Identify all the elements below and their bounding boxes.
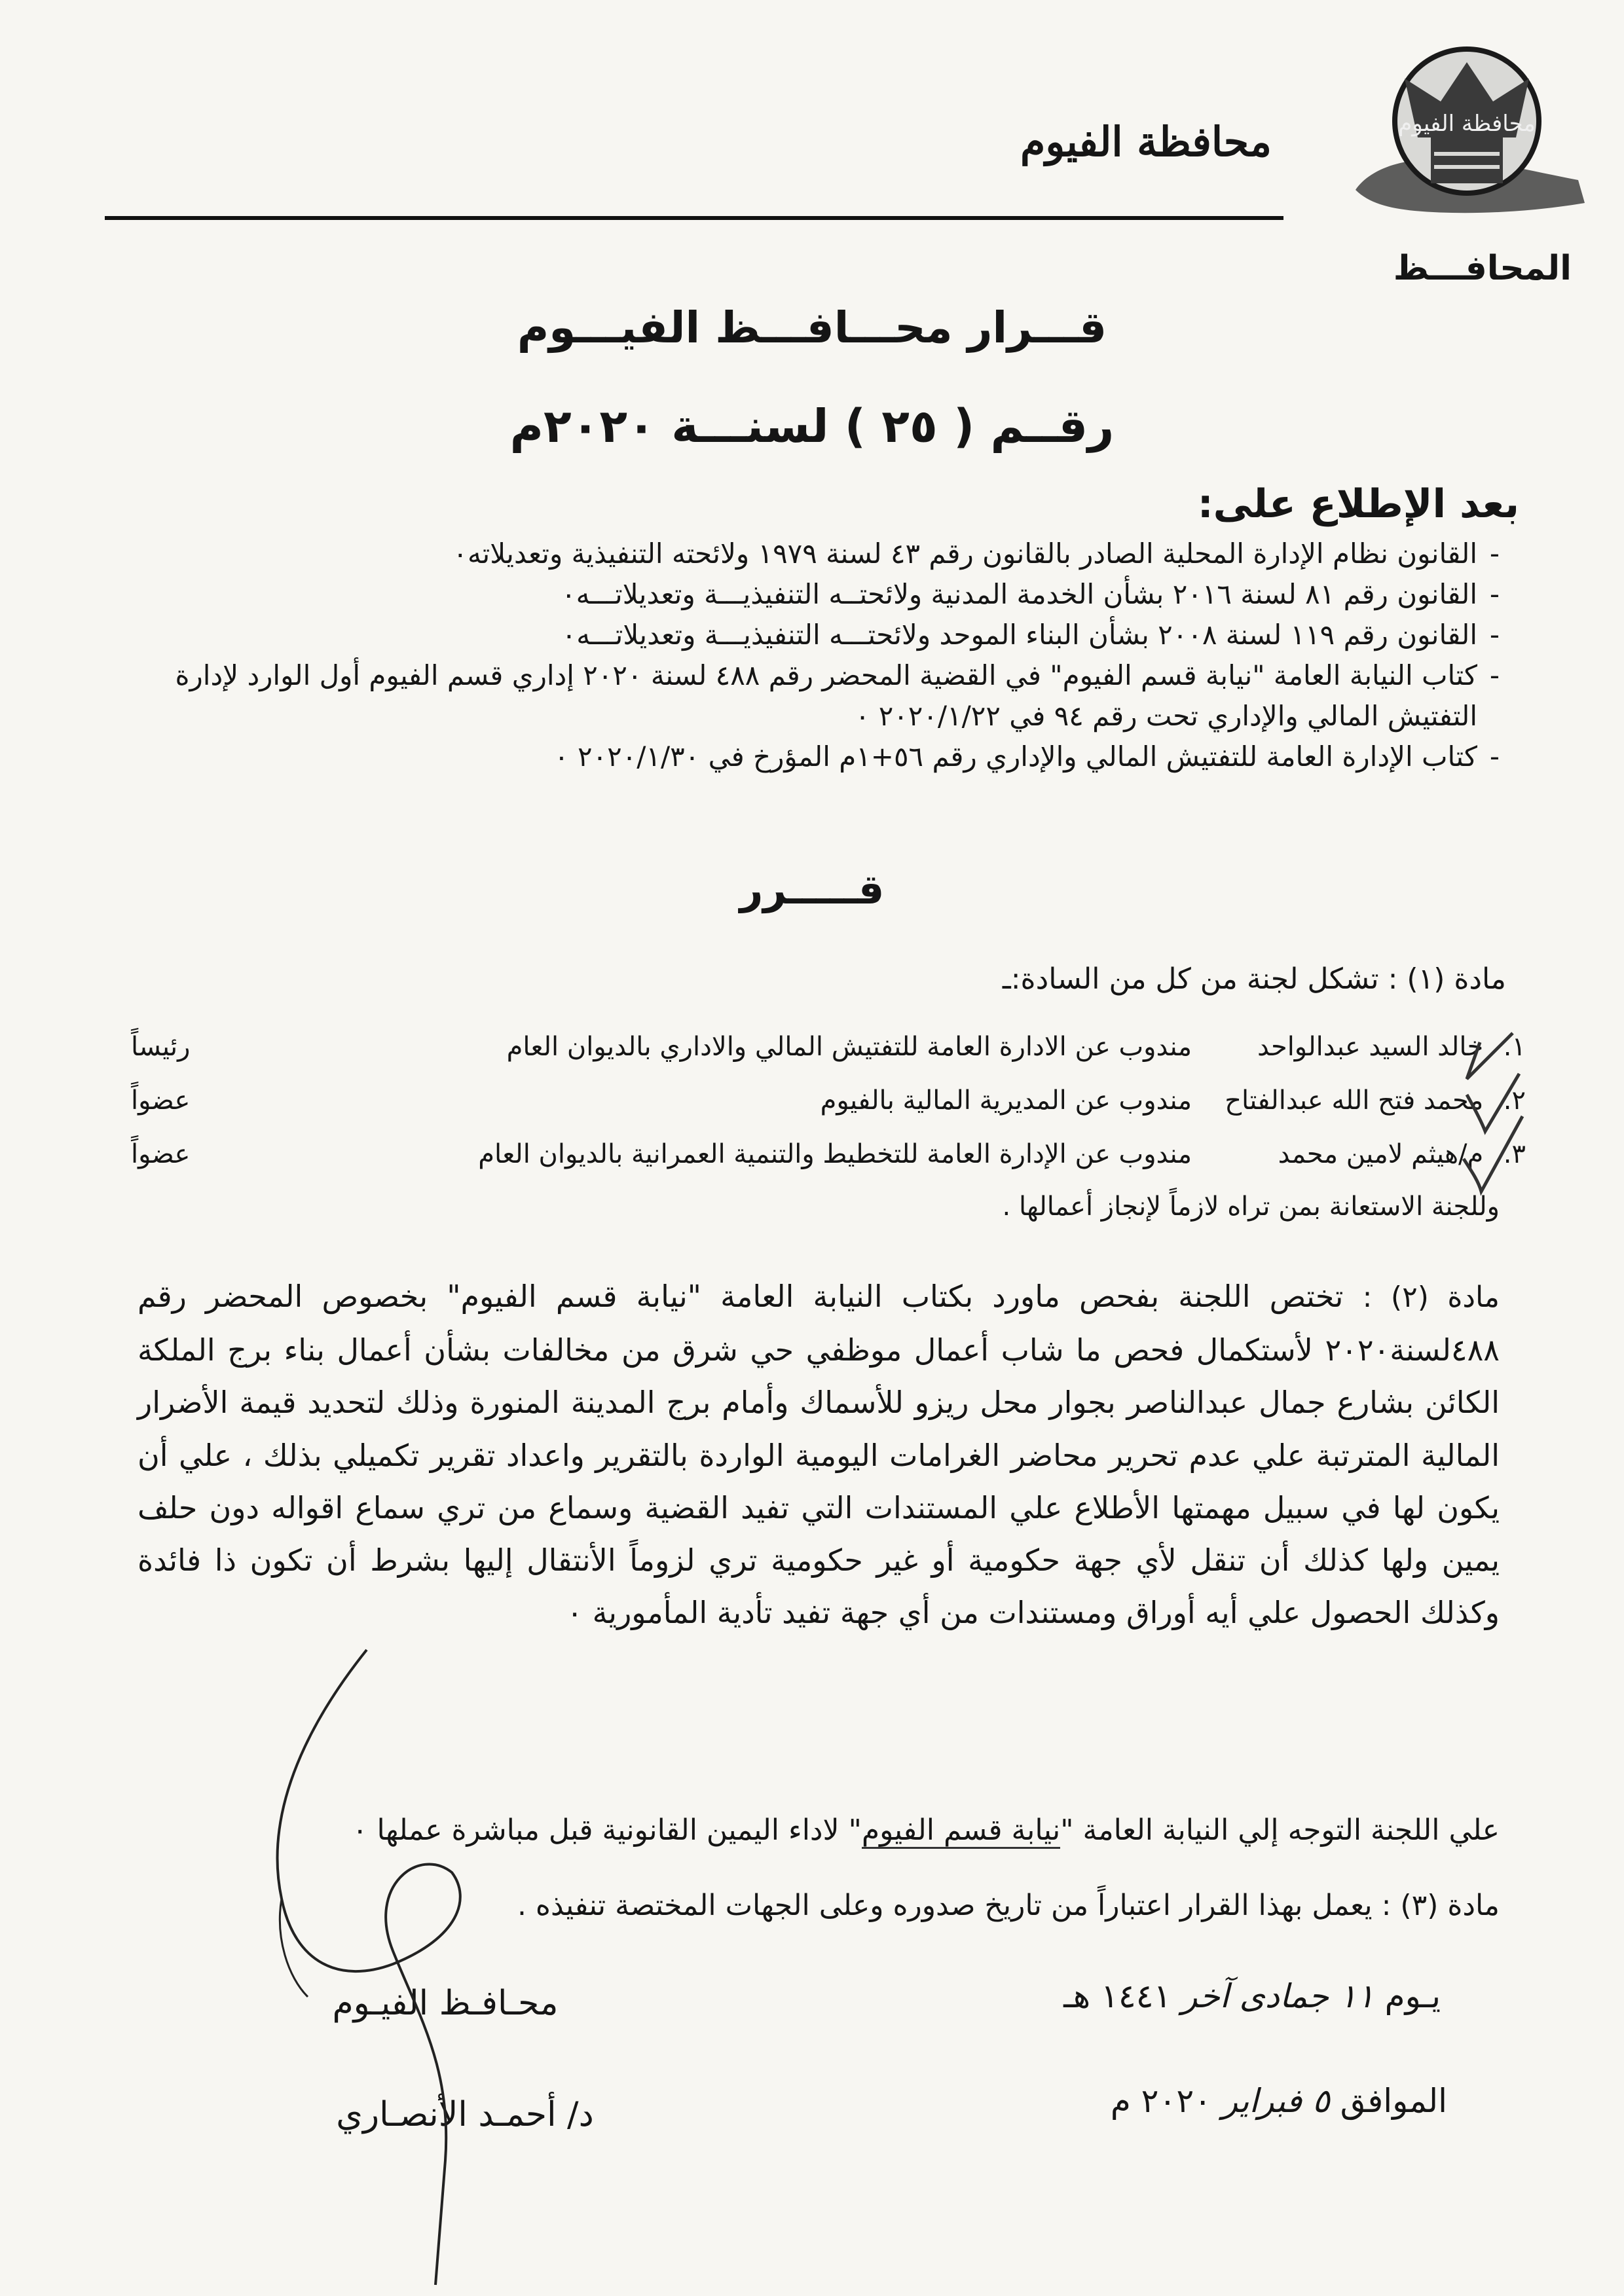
- committee-member-row: [131, 1074, 1526, 1127]
- svg-text:محافظة الفيوم: محافظة الفيوم: [1398, 111, 1536, 137]
- member-name: خالد السيد عبدالواحد: [1257, 1032, 1484, 1062]
- governorate-name: محافظة الفيوم: [1020, 118, 1272, 166]
- member-number: ١.: [1503, 1032, 1526, 1062]
- underlined-prosecution-name: نيابة قسم الفيوم: [862, 1813, 1060, 1849]
- preamble-list: [164, 534, 1500, 777]
- handwritten-gregorian-day: ٥ فبراير: [1222, 2082, 1330, 2120]
- signatory-name: د/ أحمـد الأنصـاري: [336, 2095, 594, 2134]
- preamble-item: - كتاب النيابة العامة "نيابة قسم الفيوم" في القضية المحضر رقم ٤٨٨ لسنة ٢٠٢٠ إداري قسم الفيوم أول الوارد لإدارة التفتيش المالي والإداري تحت رقم ٩٤ في ٢٠٢٠/١/٢٢ ٠: [164, 655, 1500, 737]
- member-position: رئيساً: [131, 1032, 191, 1062]
- committee-member-row: [131, 1020, 1526, 1074]
- member-number: ٣.: [1503, 1139, 1526, 1169]
- member-position: عضواً: [131, 1139, 191, 1169]
- gregorian-date: الموافق ٥ فبراير ٢٠٢٠ م: [1110, 2082, 1447, 2120]
- office-label: المحافـــظ: [1393, 249, 1572, 288]
- governorate-logo: [1342, 39, 1591, 229]
- signature-stroke: [278, 1650, 460, 2285]
- member-role: مندوب عن الادارة العامة للتفتيش المالي والاداري بالديوان العام: [506, 1032, 1192, 1062]
- preamble-item: - القانون رقم ١١٩ لسنة ٢٠٠٨ بشأن البناء الموحد ولائحتـــه التنفيذيـــة وتعديلاتـــه٠: [164, 615, 1500, 655]
- hijri-date: يـوم ١١ جمادى آخر ١٤٤١ هـ: [1063, 1977, 1441, 2015]
- member-position: عضواً: [131, 1085, 191, 1116]
- signatory-title: محـافـظ الفيـوم: [332, 1984, 559, 2023]
- member-name: م/هيثم لامين محمد: [1278, 1139, 1484, 1169]
- member-name: محمد فتح الله عبدالفتاح: [1225, 1085, 1484, 1116]
- preamble-item: - القانون رقم ٨١ لسنة ٢٠١٦ بشأن الخدمة المدنية ولائحتــه التنفيذيـــة وتعديلاتـــه٠: [164, 574, 1500, 615]
- decides-heading: قـــــرر: [739, 866, 885, 913]
- committee-member-row: [131, 1127, 1526, 1181]
- article-2-text: تختص اللجنة بفحص ماورد بكتاب النيابة العامة "نيابة قسم الفيوم" بخصوص المحضر رقم ٤٨٨لسنة٢٠٢٠ لأستكمال فحص ما شاب أعمال موظفي حي شرق من مخالفات بشأن أعمال بناء برج الملكة الكائن بشارع جمال عبدالناصر بجوار محل ريزو للأسماك وأمام برج المدينة المنورة وذلك لتحديد قيمة الأضرار المالية المترتبة علي عدم تحرير محاضر الغرامات اليومية الواردة بالتقرير واعداد تقرير تكميلي بذلك ، علي أن يكون لها في سبيل مهمتها الأطلاع علي المستندات التي تفيد القضية وسماع من تري سماع اقواله دون حلف يمين ولها كذلك أن تنقل لأي جهة حكومية أو غير حكومية تري لزوماً الأنتقال إليها بشرط أن تكون ذا فائدة وكذلك الحصول علي أيه أوراق ومستندات من أي جهة تفيد تأدية المأمورية ٠: [138, 1279, 1500, 1631]
- article-2-label: مادة (٢) :: [1362, 1281, 1500, 1314]
- preamble-item: - كتاب الإدارة العامة للتفتيش المالي والإداري رقم ٥٦+١م المؤرخ في ٢٠٢٠/١/٣٠ ٠: [164, 737, 1500, 777]
- member-role: مندوب عن الإدارة العامة للتخطيط والتنمية العمرانية بالديوان العام: [478, 1139, 1192, 1169]
- handwritten-hijri-day: ١١ جمادى آخر: [1181, 1977, 1375, 2015]
- committee-members-table: [131, 1020, 1526, 1181]
- preamble-label: بعد الإطلاع على:: [1197, 481, 1519, 527]
- header-divider: [105, 216, 1283, 220]
- preamble-item: - القانون نظام الإدارة المحلية الصادر بالقانون رقم ٤٣ لسنة ١٩٧٩ ولائحته التنفيذية وتعديلاته٠: [164, 534, 1500, 574]
- member-number: ٢.: [1503, 1085, 1526, 1116]
- article-3: مادة (٣) : يعمل بهذا القرار اعتباراً من تاريخ صدوره وعلى الجهات المختصة تنفيذه .: [517, 1889, 1500, 1922]
- decree-title: قـــرار محـــافـــظ الفيـــوم: [517, 302, 1107, 353]
- member-role: مندوب عن المديرية المالية بالفيوم: [820, 1085, 1192, 1116]
- article-2-paragraph: [138, 1270, 1500, 1639]
- article-1-title: مادة (١) : تشكل لجنة من كل من السادة:ـ: [1002, 962, 1506, 996]
- assistance-clause: وللجنة الاستعانة بمن تراه لازماً لإنجاز أعمالها .: [1002, 1192, 1500, 1222]
- decree-number: رقــم ( ٢٥ ) لسنـــة ٢٠٢٠م: [509, 399, 1115, 453]
- oath-clause: علي اللجنة التوجه إلي النيابة العامة "نيابة قسم الفيوم" لاداء اليمين القانونية قبل مباشرة عملها ٠: [164, 1813, 1500, 1847]
